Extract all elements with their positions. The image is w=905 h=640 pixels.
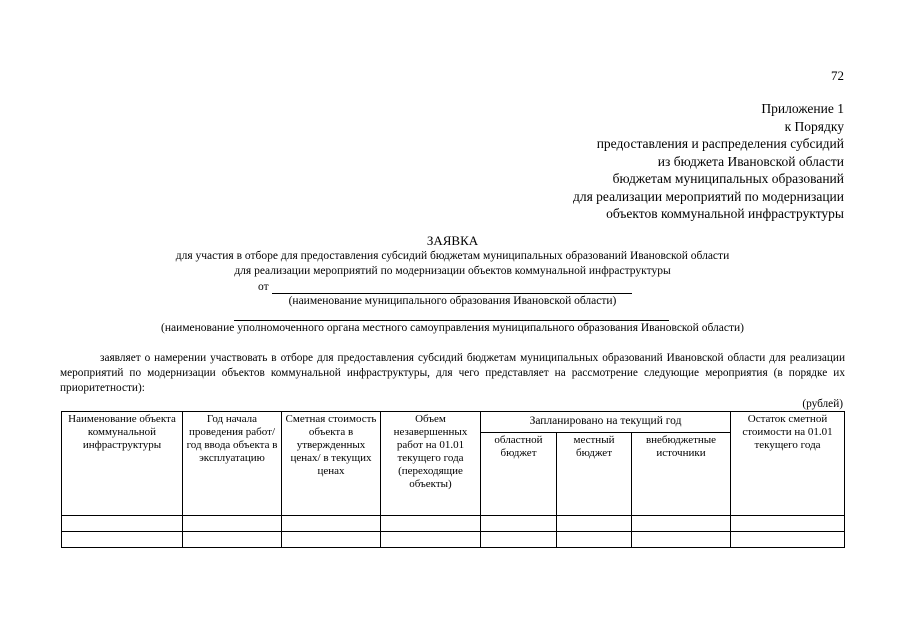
title-subline-2: для реализации мероприятий по модернизации объектов коммунальной инфраструктуры bbox=[234, 265, 671, 277]
table-cell bbox=[632, 532, 731, 548]
document-title: ЗАЯВКА bbox=[426, 233, 479, 248]
title-subline-1: для участия в отборе для предоставления субсидий бюджетам муниципальных образований Ивановской области bbox=[175, 250, 730, 262]
subheader-regional-budget: областной бюджет bbox=[481, 432, 557, 515]
appendix-line: из бюджета Ивановской области bbox=[657, 153, 844, 169]
from-label: от bbox=[258, 281, 269, 293]
appendix-line: бюджетам муниципальных образований bbox=[612, 171, 844, 186]
table-cell bbox=[62, 516, 183, 532]
table-cell bbox=[282, 516, 381, 532]
table-cell bbox=[381, 516, 481, 532]
table-cell bbox=[282, 532, 381, 548]
table-cell bbox=[632, 516, 731, 532]
header-cell-object-name: Наименование объекта коммунальной инфраструктуры bbox=[62, 412, 183, 516]
header-cell-estimated-cost: Сметная стоимость объекта в утвержденных ценах/ в текущих ценах bbox=[282, 412, 381, 516]
table-cell bbox=[557, 532, 632, 548]
appendix-line: к Порядку bbox=[784, 118, 844, 134]
from-fill-line bbox=[272, 293, 632, 294]
units-label: (рублей) bbox=[802, 398, 843, 410]
table-cell bbox=[731, 516, 845, 532]
header-cell-remainder: Остаток сметной стоимости на 01.01 текущего года bbox=[731, 412, 845, 516]
table-cell bbox=[183, 532, 282, 548]
table-cell bbox=[62, 532, 183, 548]
authority-caption: (наименование уполномоченного органа местного самоуправления муниципального образования Ивановской области) bbox=[161, 322, 744, 334]
table-cell bbox=[381, 532, 481, 548]
appendix-block bbox=[573, 100, 844, 223]
table-cell bbox=[557, 516, 632, 532]
projects-table bbox=[61, 411, 845, 548]
appendix-line: для реализации мероприятий по модернизации bbox=[572, 188, 844, 204]
table-row bbox=[62, 516, 845, 532]
header-cell-planned: Запланировано на текущий год bbox=[481, 412, 731, 433]
body-paragraph: заявляет о намерении участвовать в отборе для предоставления субсидий бюджетам муниципальных образований Ивановской области для реализации мероприятий по модернизации объектов коммунальной инфраструктуры, для чего представляет на рассмотрение следующие мероприятия (в порядке их приоритетности): bbox=[60, 352, 845, 394]
subheader-extra-budgetary: внебюджетные источники bbox=[632, 432, 731, 515]
appendix-line: Приложение 1 bbox=[761, 101, 844, 116]
page-number: 72 bbox=[831, 68, 844, 83]
subheader-local-budget: местный бюджет bbox=[557, 432, 632, 515]
table-cell bbox=[481, 532, 557, 548]
appendix-line: объектов коммунальной инфраструктуры bbox=[606, 206, 844, 221]
municipality-caption: (наименование муниципального образования Ивановской области) bbox=[288, 295, 617, 307]
header-cell-year: Год начала проведения работ/ год ввода объекта в эксплуатацию bbox=[183, 412, 282, 516]
table-cell bbox=[731, 532, 845, 548]
table-cell bbox=[481, 516, 557, 532]
appendix-line: предоставления и распределения субсидий bbox=[596, 136, 844, 151]
table-cell bbox=[183, 516, 282, 532]
authority-fill-line bbox=[234, 320, 669, 321]
header-cell-unfinished-volume: Объем незавершенных работ на 01.01 текущего года (переходящие объекты) bbox=[381, 412, 481, 516]
table-row bbox=[62, 532, 845, 548]
